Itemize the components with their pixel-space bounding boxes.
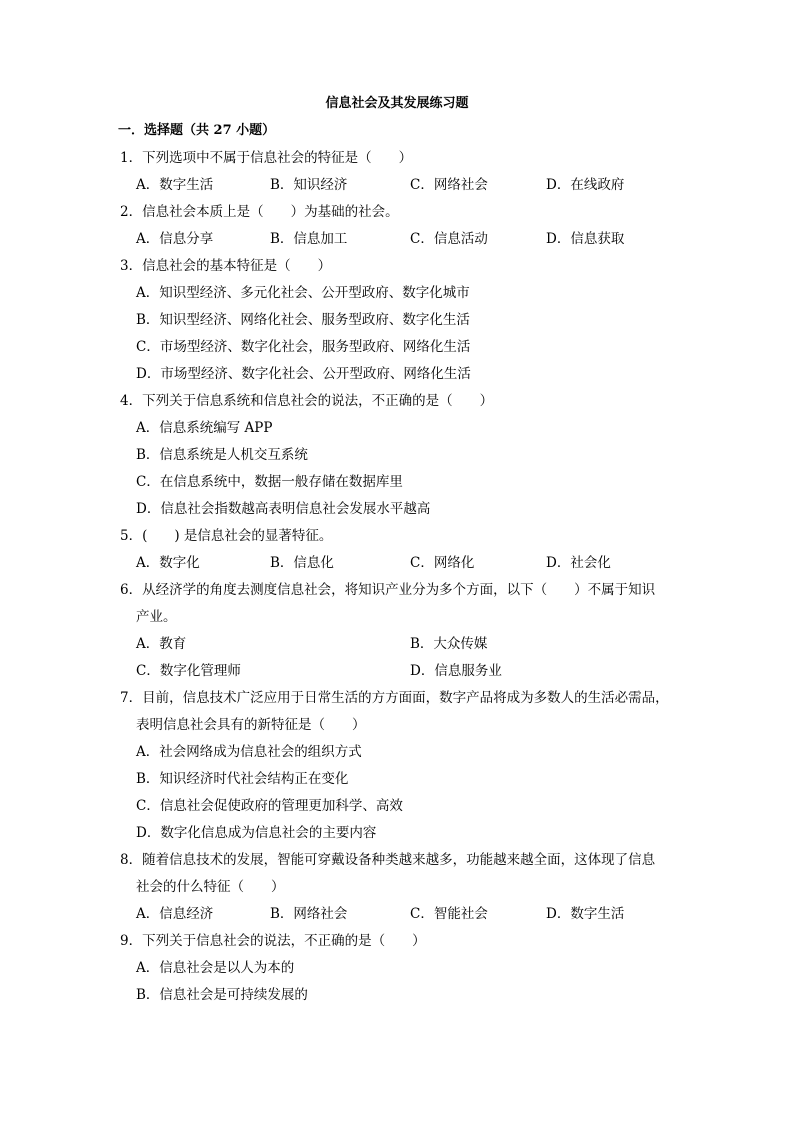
option-row — [120, 631, 685, 658]
answer-option: C．信息活动 — [410, 231, 488, 247]
question-6 — [120, 577, 685, 685]
answer-option: D．信息社会指数越高表明信息社会发展水平越高 — [136, 501, 431, 517]
answer-option: D．信息服务业 — [410, 663, 502, 679]
question-2 — [120, 199, 685, 253]
option-row — [120, 226, 685, 253]
answer-option: C．智能社会 — [410, 906, 488, 922]
document-title: 信息社会及其发展练习题 — [325, 96, 469, 111]
answer-option: B．信息加工 — [270, 231, 348, 247]
question-stem: 7．目前，信息技术广泛应用于日常生活的方方面面，数字产品将成为多数人的生活必需品， — [120, 690, 669, 706]
answer-option: C．数字化管理师 — [136, 663, 241, 679]
question-4 — [120, 388, 685, 523]
section-heading: 一．选择题（共 27 小题） — [118, 123, 276, 138]
answer-option: C．网络化 — [410, 555, 475, 571]
option-row — [120, 172, 685, 199]
option-row — [120, 550, 685, 577]
answer-option: B．信息社会是可持续发展的 — [136, 987, 308, 1003]
question-stem: 8．随着信息技术的发展，智能可穿戴设备种类越来越多，功能越来越全面，这体现了信息 — [120, 852, 656, 868]
answer-option: B．信息系统是人机交互系统 — [136, 447, 308, 463]
answer-option: D．在线政府 — [546, 177, 625, 193]
question-stem: 2．信息社会本质上是（ ）为基础的社会。 — [120, 204, 399, 220]
question-stem: 1．下列选项中不属于信息社会的特征是（ ） — [120, 150, 413, 166]
answer-option: A．教育 — [136, 636, 187, 652]
answer-option: A．信息分享 — [136, 231, 214, 247]
answer-option: B．知识经济时代社会结构正在变化 — [136, 771, 349, 787]
answer-option: D．数字化信息成为信息社会的主要内容 — [136, 825, 377, 841]
answer-option: D．社会化 — [546, 555, 611, 571]
answer-option: A．数字化 — [136, 555, 200, 571]
answer-option: D．市场型经济、数字化社会、公开型政府、网络化生活 — [136, 366, 471, 382]
question-8 — [120, 847, 685, 928]
question-1 — [120, 145, 685, 199]
answer-option: C．信息社会促使政府的管理更加科学、高效 — [136, 798, 403, 814]
question-stem: 3．信息社会的基本特征是（ ） — [120, 258, 332, 274]
answer-option: C．网络社会 — [410, 177, 488, 193]
question-9 — [120, 928, 685, 1009]
question-stem: 产业。 — [136, 609, 177, 625]
option-row — [120, 658, 685, 685]
answer-option: B．知识型经济、网络化社会、服务型政府、数字化生活 — [136, 312, 470, 328]
question-stem: 社会的什么特征（ ） — [136, 879, 285, 895]
question-stem: 表明信息社会具有的新特征是（ ） — [136, 717, 366, 733]
answer-option: B．网络社会 — [270, 906, 348, 922]
answer-option: D．信息获取 — [546, 231, 625, 247]
answer-option: D．数字生活 — [546, 906, 625, 922]
option-row — [120, 901, 685, 928]
question-stem: 6．从经济学的角度去测度信息社会，将知识产业分为多个方面，以下（ ）不属于知识 — [120, 582, 656, 598]
answer-option: B．大众传媒 — [410, 636, 488, 652]
answer-option: B．知识经济 — [270, 177, 348, 193]
question-3 — [120, 253, 685, 388]
question-stem: 4．下列关于信息系统和信息社会的说法，不正确的是（ ） — [120, 393, 494, 409]
question-stem: 5．( ) 是信息社会的显著特征。 — [120, 528, 333, 544]
question-5 — [120, 523, 685, 577]
answer-option: A．信息社会是以人为本的 — [136, 960, 295, 976]
question-stem: 9．下列关于信息社会的说法，不正确的是（ ） — [120, 933, 426, 949]
answer-option: A．社会网络成为信息社会的组织方式 — [136, 744, 362, 760]
answer-option: C．在信息系统中，数据一般存储在数据库里 — [136, 474, 403, 490]
answer-option: C．市场型经济、数字化社会，服务型政府、网络化生活 — [136, 339, 471, 355]
answer-option: A．数字生活 — [136, 177, 214, 193]
answer-option: B．信息化 — [270, 555, 334, 571]
answer-option: A．信息系统编写 APP — [136, 420, 273, 436]
answer-option: A．信息经济 — [136, 906, 214, 922]
answer-option: A．知识型经济、多元化社会、公开型政府、数字化城市 — [136, 285, 470, 301]
question-7 — [120, 685, 685, 847]
